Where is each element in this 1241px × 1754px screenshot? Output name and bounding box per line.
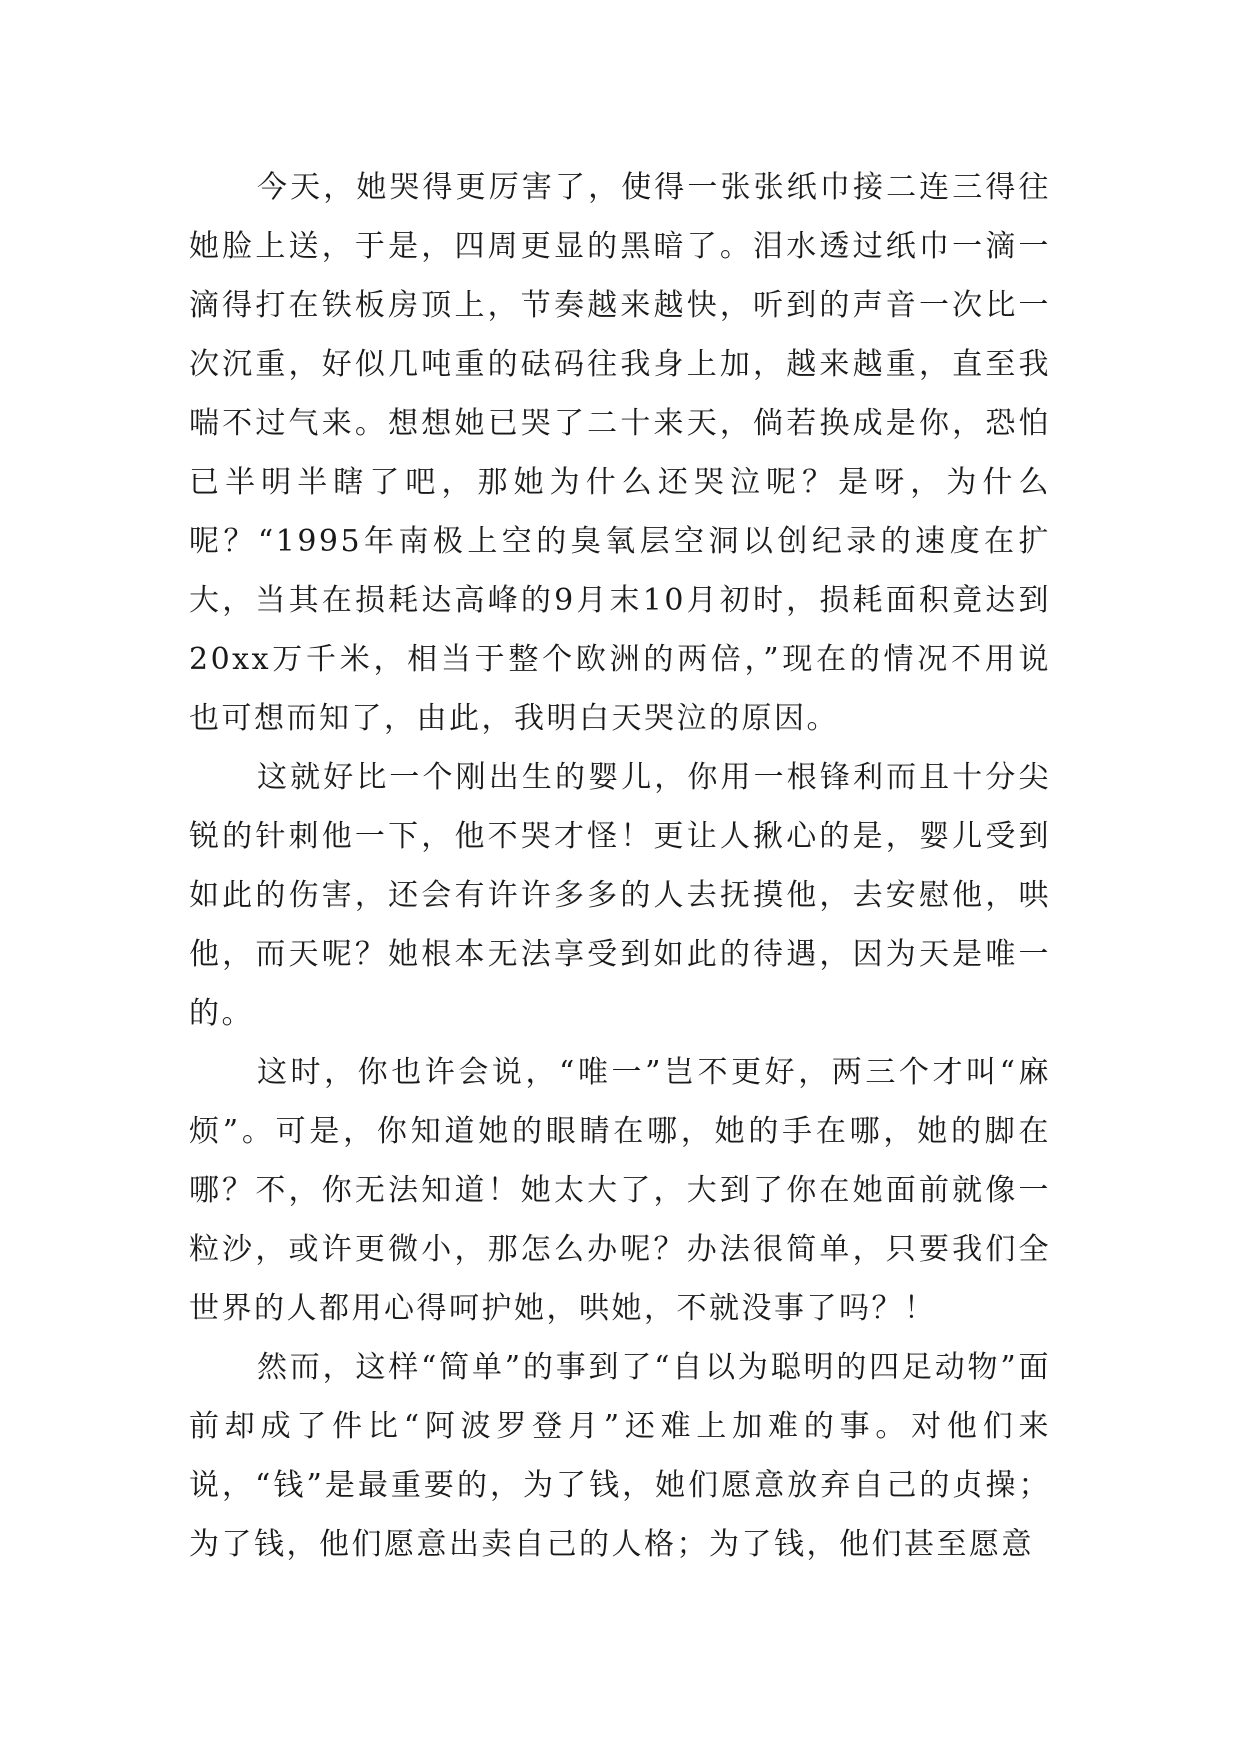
paragraph-3: 这时，你也许会说，“唯一”岂不更好，两三个才叫“麻烦”。可是，你知道她的眼睛在哪，她的手在哪，她的脚在哪？不，你无法知道！她太大了，大到了你在她面前就像一粒沙，或许更微小，那怎么办呢？办法很简单，只要我们全世界的人都用心得呵护她，哄她，不就没事了吗？！ xyxy=(189,1055,1051,1326)
paragraph-4: 然而，这样“简单”的事到了“自以为聪明的四足动物”面前却成了件比“阿波罗登月”还难上加难的事。对他们来说，“钱”是最重要的，为了钱，她们愿意放弃自己的贞操；为了钱，他们愿意出卖自己的人格；为了钱，他们甚至愿意 xyxy=(189,1350,1051,1562)
paragraph-1: 今天，她哭得更厉害了，使得一张张纸巾接二连三得往她脸上送，于是，四周更显的黑暗了。泪水透过纸巾一滴一滴得打在铁板房顶上，节奏越来越快，听到的声音一次比一次沉重，好似几吨重的砝码往我身上加，越来越重，直至我喘不过气来。想想她已哭了二十来天，倘若换成是你，恐怕已半明半瞎了吧，那她为什么还哭泣呢？是呀，为什么呢？“1995年南极上空的臭氧层空洞以创纪录的速度在扩大，当其在损耗达高峰的9月末10月初时，损耗面积竟达到20xx万千米，相当于整个欧洲的两倍，”现在的情况不用说也可想而知了，由此，我明白天哭泣的原因。 xyxy=(189,170,1051,736)
paragraph-2: 这就好比一个刚出生的婴儿，你用一根锋利而且十分尖锐的针刺他一下，他不哭才怪！更让人揪心的是，婴儿受到如此的伤害，还会有许许多多的人去抚摸他，去安慰他，哄他，而天呢？她根本无法享受到如此的待遇，因为天是唯一的。 xyxy=(189,760,1051,1031)
document-body xyxy=(189,158,1051,1574)
